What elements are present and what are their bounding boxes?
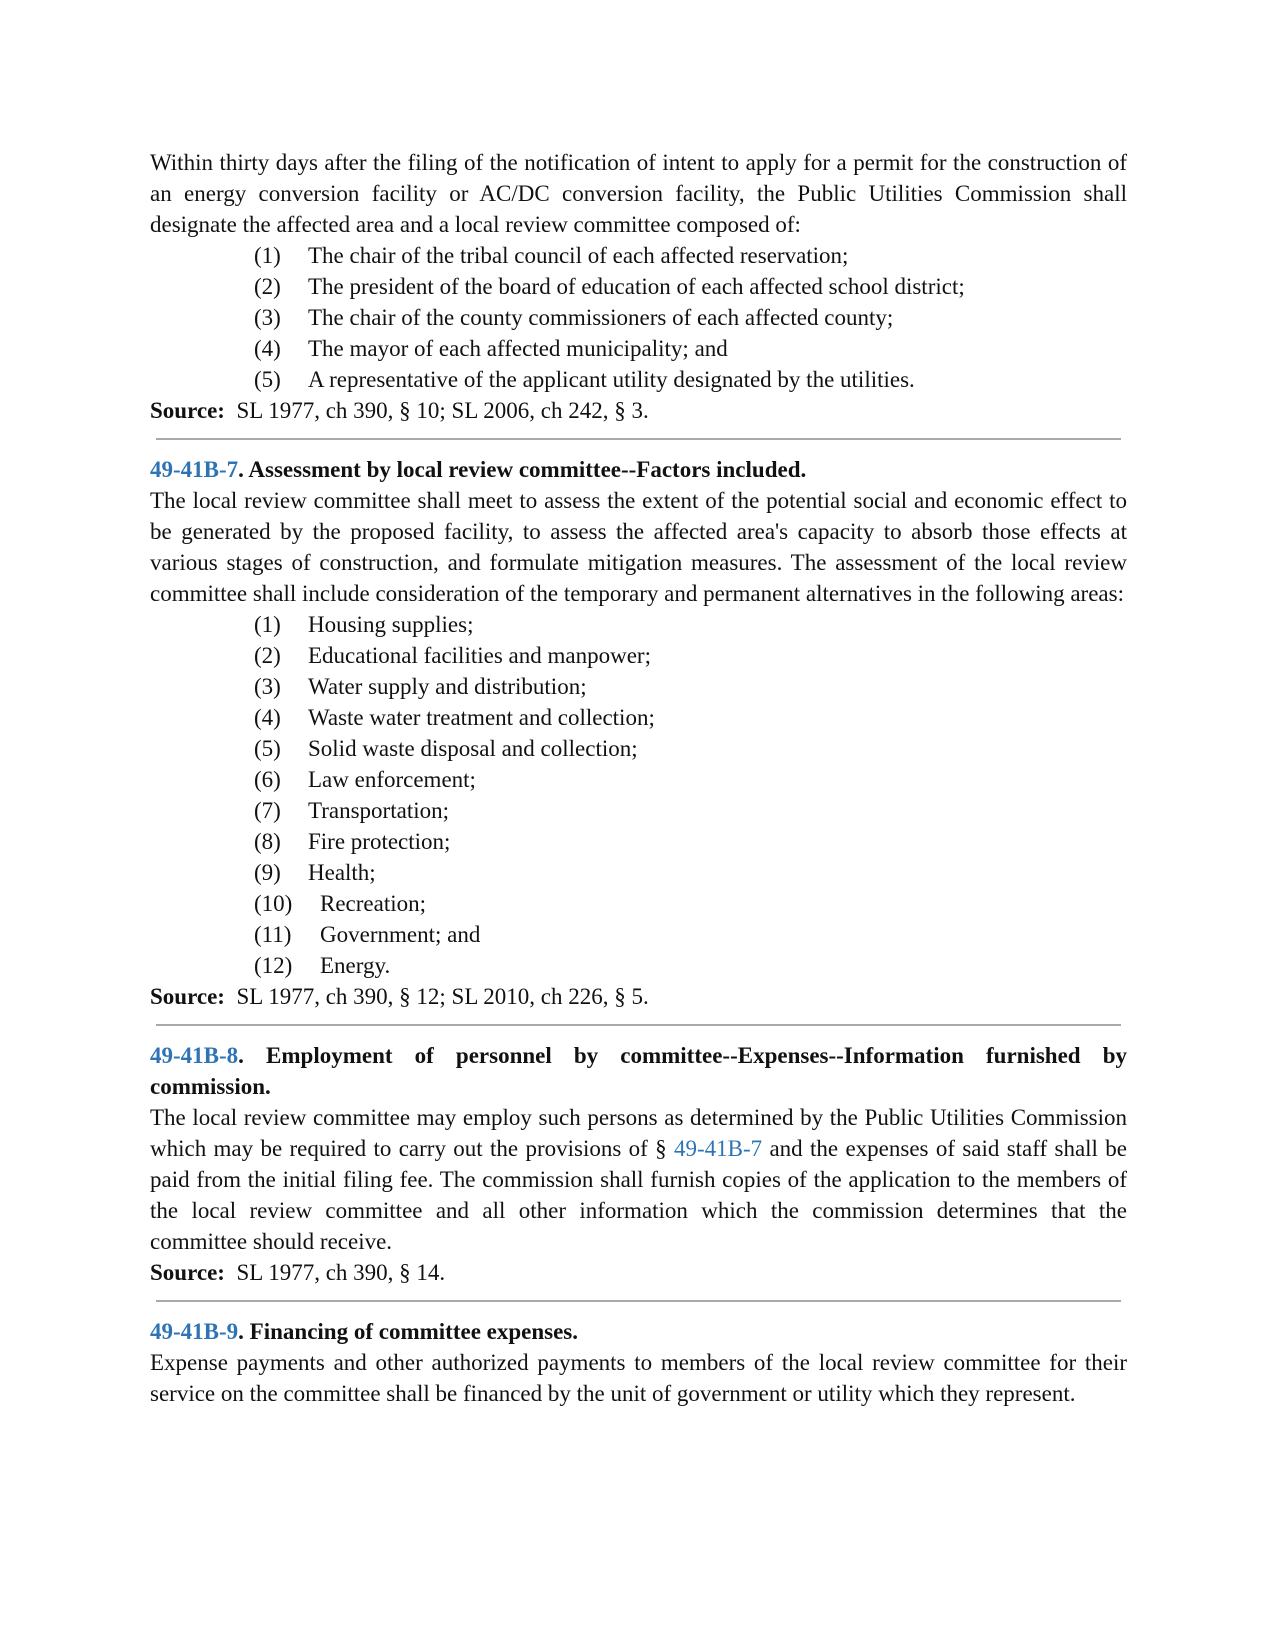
list-item: (4) Waste water treatment and collection; <box>254 705 655 730</box>
list-item: (3) Water supply and distribution; <box>254 674 587 699</box>
section-heading-49-41B-7 <box>150 454 1127 485</box>
source-text: SL 1977, ch 390, § 12; SL 2010, ch 226, § 5. <box>236 984 649 1009</box>
section-9-paragraph: Expense payments and other authorized payments to members of the local review committee for their service on the committee shall be financed by the unit of government or utility which they represent. <box>150 1350 1127 1406</box>
list-item: (4) The mayor of each affected municipality; and <box>254 336 728 361</box>
document-content <box>150 147 1127 1409</box>
assessment-areas-list <box>150 609 1127 981</box>
source-citation <box>150 1257 1127 1288</box>
source-label: Source: <box>150 1260 225 1285</box>
list-item: (2) Educational facilities and manpower; <box>254 643 651 668</box>
section-7-paragraph: The local review committee shall meet to assess the extent of the potential social and economic effect to be generated by the proposed facility, to assess the affected area's capacity to absorb those effects at various stages of construction, and formulate mitigation measures. The assessment of the local review committee shall include consideration of the temporary and permanent alternatives in the following areas: <box>150 488 1127 606</box>
section-title: . Financing of committee expenses. <box>238 1319 579 1344</box>
source-citation <box>150 981 1127 1012</box>
section-link-49-41B-8[interactable]: 49-41B-8 <box>150 1043 239 1068</box>
list-item: (5) Solid waste disposal and collection; <box>254 736 638 761</box>
list-item: (6) Law enforcement; <box>254 767 476 792</box>
source-text: SL 1977, ch 390, § 14. <box>236 1260 446 1285</box>
section-divider <box>156 438 1121 440</box>
section-link-49-41B-9[interactable]: 49-41B-9 <box>150 1319 239 1344</box>
list-item: (5) A representative of the applicant utility designated by the utilities. <box>254 367 915 392</box>
section-title: . Employment of personnel by committee--Expenses--Information furnished by commission. <box>150 1043 1127 1099</box>
section-heading-49-41B-8 <box>150 1040 1127 1102</box>
source-text: SL 1977, ch 390, § 10; SL 2006, ch 242, § 3. <box>236 398 649 423</box>
source-label: Source: <box>150 398 225 423</box>
section-title: . Assessment by local review committee--Factors included. <box>238 457 807 482</box>
list-item: (8) Fire protection; <box>254 829 451 854</box>
list-item: (1) Housing supplies; <box>254 612 474 637</box>
section-divider <box>156 1024 1121 1026</box>
list-item: (10) Recreation; <box>254 891 427 916</box>
source-label: Source: <box>150 984 225 1009</box>
list-item: (3) The chair of the county commissioners of each affected county; <box>254 305 894 330</box>
committee-members-list <box>150 240 1127 395</box>
list-item: (9) Health; <box>254 860 376 885</box>
list-item: (2) The president of the board of education of each affected school district; <box>254 274 965 299</box>
list-item: (1) The chair of the tribal council of each affected reservation; <box>254 243 849 268</box>
source-citation <box>150 395 1127 426</box>
cross-reference-link-49-41B-7[interactable]: 49-41B-7 <box>673 1136 763 1161</box>
list-item: (12) Energy. <box>254 953 391 978</box>
list-item: (7) Transportation; <box>254 798 449 823</box>
section-divider <box>156 1300 1121 1302</box>
list-item: (11) Government; and <box>254 922 481 947</box>
intro-paragraph: Within thirty days after the filing of the notification of intent to apply for a permit for the construction of an energy conversion facility or AC/DC conversion facility, the Public Utilities Commission shall designate the affected area and a local review committee composed of: <box>150 150 1127 237</box>
section-heading-49-41B-9 <box>150 1316 1127 1347</box>
section-8-paragraph: The local review committee may employ such persons as determined by the Public Utilities Commission which may be required to carry out the provisions of § 49-41B-7 and the expenses of said staff shall be paid from the initial filing fee. The commission shall furnish copies of the application to the members of the local review committee and all other information which the commission determines that the committee should receive. <box>150 1105 1127 1254</box>
section-link-49-41B-7[interactable]: 49-41B-7 <box>150 457 239 482</box>
